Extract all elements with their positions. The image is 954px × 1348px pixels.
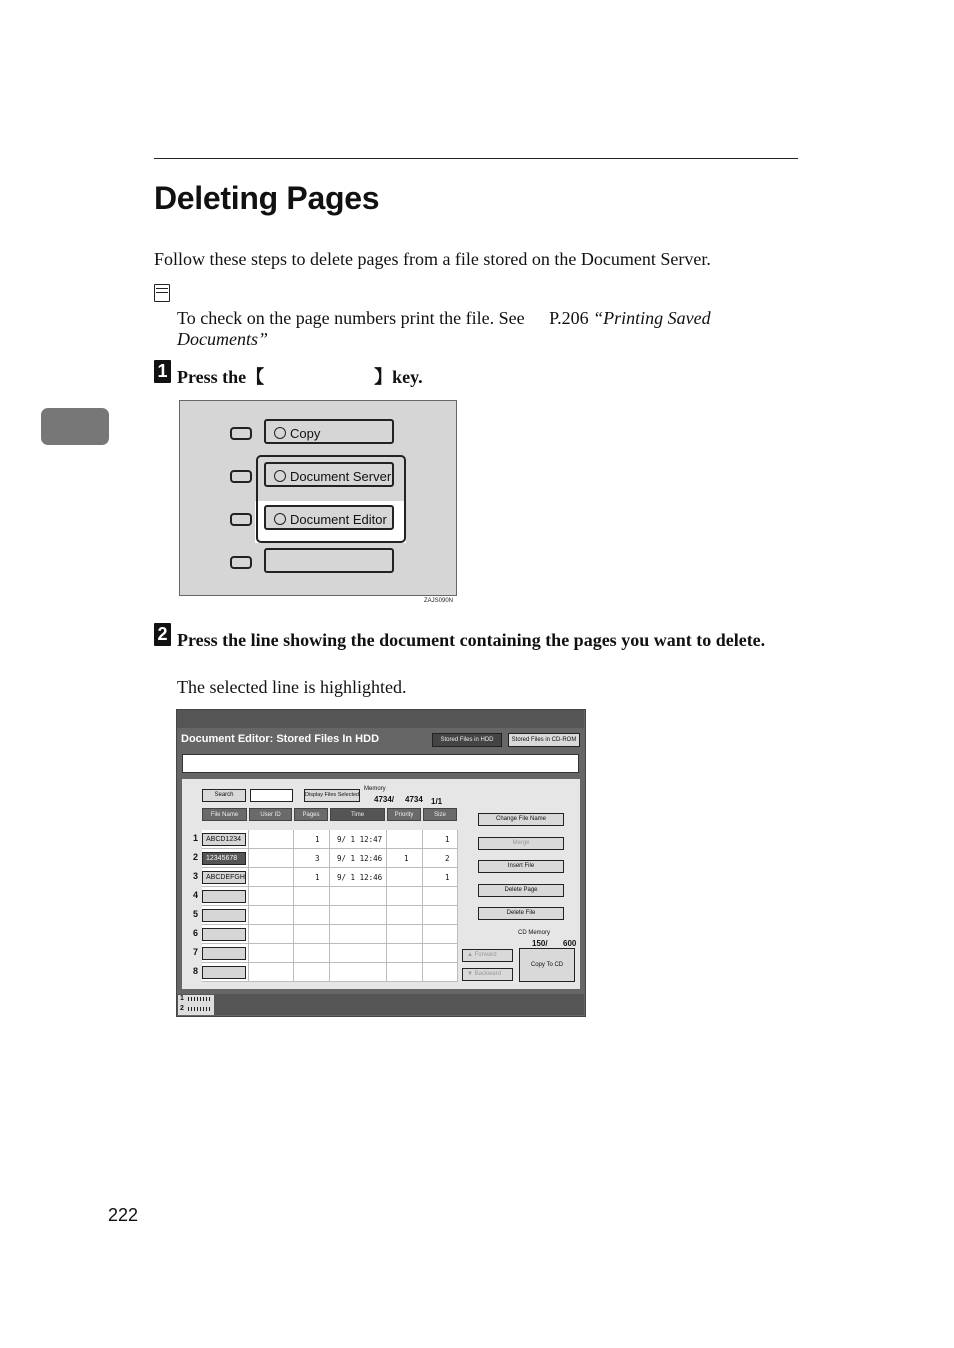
row-number: 3: [193, 871, 199, 881]
cell-pages: 3: [315, 854, 320, 863]
file-name-key[interactable]: [202, 966, 246, 979]
grid-line: [386, 830, 387, 982]
cell-pages: 1: [315, 873, 320, 882]
note-ref-page: P.206: [549, 308, 589, 328]
cell-priority: 1: [404, 854, 409, 863]
row-number: 6: [193, 928, 199, 938]
page-number: 222: [108, 1205, 139, 1225]
row-number: 1: [193, 833, 199, 843]
grid-line: [293, 830, 294, 982]
mode-dot-icon: [274, 470, 286, 482]
cell-size: 1: [445, 873, 450, 882]
screen-top-bar: [177, 710, 584, 728]
file-name-key[interactable]: ABCD1234: [202, 833, 246, 846]
copy-key-label: Copy: [290, 426, 321, 441]
row-number: 5: [193, 909, 199, 919]
step-2-text: Press the line showing the document containing the pages you want to delete.: [177, 630, 766, 650]
file-name-key[interactable]: [202, 890, 246, 903]
cell-time: 9/ 1 12:47: [337, 835, 383, 844]
col-priority[interactable]: Priority: [387, 808, 421, 821]
screen-title: Document Editor: Stored Files In HDD: [181, 733, 380, 745]
note-icon: [154, 284, 170, 302]
indicator-led: [230, 556, 252, 569]
backward-button[interactable]: [462, 968, 513, 981]
row-number: 7: [193, 947, 199, 957]
indicator-led: [230, 470, 252, 483]
indicator-led: [230, 513, 252, 526]
step-1-prefix: Press the: [177, 367, 247, 387]
merge-button[interactable]: Merge: [478, 837, 564, 850]
memory-total: 4734: [405, 795, 423, 804]
mode-dot-icon: [274, 427, 286, 439]
status-meter-2: [188, 1007, 210, 1011]
cell-pages: 1: [315, 835, 320, 844]
status-line-2: 2: [180, 1005, 184, 1012]
search-input[interactable]: [250, 789, 293, 802]
file-name-key[interactable]: [202, 947, 246, 960]
delete-page-button[interactable]: Delete Page: [478, 884, 564, 897]
step-2-result: The selected line is highlighted.: [177, 677, 407, 697]
delete-file-button[interactable]: Delete File: [478, 907, 564, 920]
col-time[interactable]: Time: [330, 808, 385, 821]
document-server-key-label: Document Server: [290, 469, 392, 484]
file-name-key[interactable]: [202, 928, 246, 941]
cell-size: 1: [445, 835, 450, 844]
step-1-number: 1: [154, 360, 171, 383]
step-1-suffix: key.: [392, 367, 423, 387]
table-row: [202, 848, 458, 849]
change-file-name-button[interactable]: Change File Name: [478, 813, 564, 826]
row-number: 4: [193, 890, 199, 900]
blank-key[interactable]: [264, 548, 394, 573]
memory-value: 4734/: [374, 795, 395, 804]
table-row: [202, 886, 458, 887]
row-number: 2: [193, 852, 199, 862]
file-name-key[interactable]: [202, 909, 246, 922]
grid-line: [457, 830, 458, 982]
col-size[interactable]: Size: [423, 808, 457, 821]
page-title: Deleting Pages: [154, 180, 380, 216]
step-1-text: [177, 367, 423, 388]
table-row: [202, 905, 458, 906]
page-indicator: 1/1: [431, 797, 443, 806]
up-arrow-icon: ▲: [467, 952, 473, 958]
status-meter-1: [188, 997, 210, 1001]
cell-time: 9/ 1 12:46: [337, 873, 383, 882]
memory-label: Memory: [364, 786, 386, 792]
note-ref-title: “Printing Saved Documents”: [177, 308, 711, 349]
col-user-id[interactable]: User ID: [249, 808, 292, 821]
row-number: 8: [193, 966, 199, 976]
document-editor-key[interactable]: [264, 505, 394, 530]
figure-code: ZAJS090N: [424, 598, 454, 604]
status-bar: [177, 994, 584, 1015]
copy-to-cd-button[interactable]: Copy To CD: [519, 948, 575, 982]
grid-line: [329, 830, 330, 982]
down-arrow-icon: ▼: [467, 971, 473, 977]
note-text: [177, 308, 799, 350]
forward-label: Forward: [474, 952, 497, 958]
tab-stored-hdd[interactable]: Stored Files in HDD: [432, 733, 502, 747]
key-bracket-open: 【: [246, 367, 265, 387]
forward-button[interactable]: [462, 949, 513, 962]
cell-time: 9/ 1 12:46: [337, 854, 383, 863]
step-2-number: 2: [154, 623, 171, 646]
header-rule: [154, 158, 798, 159]
indicator-led: [230, 427, 252, 440]
display-files-selected-button[interactable]: Display Files Selected: [304, 789, 360, 802]
table-row: [202, 981, 458, 982]
col-file-name[interactable]: File Name: [202, 808, 247, 821]
grid-line: [248, 830, 249, 982]
table-row: [202, 867, 458, 868]
insert-file-button[interactable]: Insert File: [478, 860, 564, 873]
cd-memory-value: 150/: [532, 939, 548, 948]
document-server-key[interactable]: [264, 462, 394, 487]
chapter-tab: [41, 408, 109, 445]
mode-dot-icon: [274, 513, 286, 525]
col-pages[interactable]: Pages: [294, 808, 328, 821]
cd-memory-total: 600: [563, 939, 577, 948]
cell-size: 2: [445, 854, 450, 863]
cd-memory-label: CD Memory: [518, 930, 551, 936]
status-line-1: 1: [180, 995, 184, 1002]
tab-stored-cd[interactable]: Stored Files in CD-ROM: [508, 733, 580, 747]
copy-key[interactable]: [264, 419, 394, 444]
table-row: [202, 924, 458, 925]
intro-text: Follow these steps to delete pages from a file stored on the Document Server.: [154, 249, 711, 269]
document-editor-key-label: Document Editor: [290, 512, 387, 527]
message-area: [182, 754, 579, 773]
note-body: To check on the page numbers print the file. See: [177, 308, 525, 328]
search-button[interactable]: Search: [202, 789, 246, 802]
key-bracket-close: 】: [374, 367, 393, 387]
table-row: [202, 943, 458, 944]
backward-label: Backward: [474, 971, 501, 977]
table-row: [202, 962, 458, 963]
grid-line: [422, 830, 423, 982]
file-name-key[interactable]: 12345678: [202, 852, 246, 865]
file-name-key[interactable]: ABCDEFGH: [202, 871, 246, 884]
